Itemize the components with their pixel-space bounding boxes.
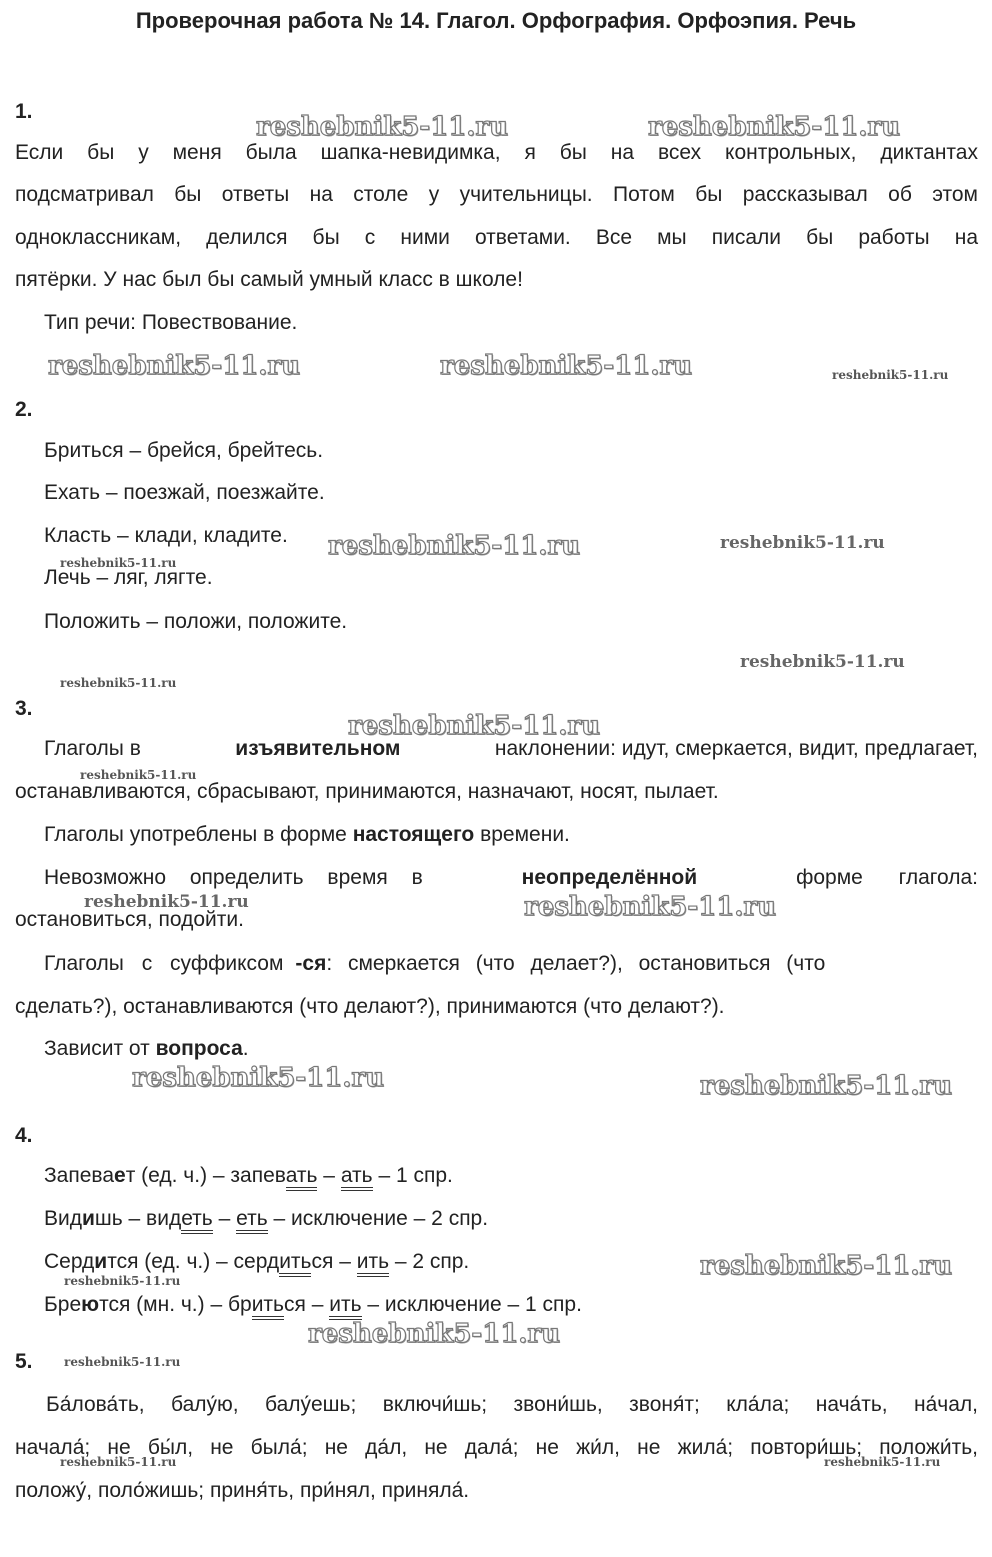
task-4-ending: и [94, 1250, 108, 1273]
task-4-text: шь – вид [94, 1207, 182, 1230]
task-1-speech-type: Тип речи: Повествование. [44, 311, 298, 334]
task-4-text: – исключение – 1 спр. [361, 1293, 582, 1316]
watermark: reshebnik5-11.ru [84, 892, 249, 912]
task-4-suffix: ить [252, 1293, 284, 1320]
task-2-line-2: Ехать – поезжай, поезжайте. [44, 481, 325, 504]
watermark: reshebnik5-11.ru [132, 1063, 385, 1093]
watermark: reshebnik5-11.ru [348, 711, 601, 741]
task-3-text: наклонении: идут, смеркается, видит, предлагает, [494, 737, 978, 760]
task-4-text: Вид [44, 1207, 82, 1230]
watermark: reshebnik5-11.ru [256, 112, 509, 142]
task-3-para-1-line-1 [44, 737, 978, 761]
task-4-text: – 1 спр. [372, 1164, 453, 1187]
task-3-text: Глаголы с суффиксом [44, 952, 284, 975]
watermark: reshebnik5-11.ru [64, 1274, 181, 1288]
task-3-para-3-line-2: остановиться, подойти. [15, 908, 244, 931]
task-4-row-4 [44, 1293, 582, 1317]
task-3-para-4-line-1 [44, 952, 978, 976]
task-4-text: тся (мн. ч.) – бр [99, 1293, 252, 1316]
task-1-number: 1. [15, 100, 33, 123]
task-5-line-3: положу́, поло́жишь; приня́ть, при́нял, приняла́. [15, 1479, 470, 1502]
task-1-line-1: Если бы у меня была шапка-невидимка, я бы на всех контрольных, диктантах [15, 141, 978, 164]
watermark: reshebnik5-11.ru [80, 768, 197, 782]
task-4-text: Запева [44, 1164, 115, 1187]
task-4-row-1 [44, 1164, 453, 1188]
watermark: reshebnik5-11.ru [524, 892, 777, 922]
task-4-suffix: ить [357, 1250, 389, 1277]
task-3-para-1-line-2: останавливаются, сбрасывают, принимаются, назначают, носят, пылает. [15, 780, 719, 803]
task-1-line-2: подсматривал бы ответы на столе у учительницы. Потом бы рассказывал об этом [15, 183, 978, 206]
task-3-bold-term: вопроса [155, 1037, 243, 1060]
task-4-suffix: ать [286, 1164, 318, 1191]
task-4-text: т (ед. ч.) – запев [125, 1164, 286, 1187]
task-1-line-3: одноклассникам, делился бы с ними ответами. Все мы писали бы работы на [15, 226, 978, 249]
task-3-text: времени. [480, 823, 570, 846]
task-1-line-4: пятёрки. У нас был бы самый умный класс в школе! [15, 268, 523, 291]
task-4-text: – исключение – 2 спр. [267, 1207, 489, 1230]
watermark: reshebnik5-11.ru [328, 531, 581, 561]
task-3-para-2 [44, 823, 570, 847]
task-3-text: форме глагола: [796, 866, 978, 889]
watermark: reshebnik5-11.ru [60, 1455, 177, 1469]
task-2-number: 2. [15, 398, 33, 421]
task-3-bold-term: настоящего [352, 823, 475, 846]
task-4-ending: е [114, 1164, 126, 1187]
task-2-line-1: Бриться – брейся, брейтесь. [44, 439, 324, 462]
watermark: reshebnik5-11.ru [824, 1455, 941, 1469]
page-title: Проверочная работа № 14. Глагол. Орфография. Орфоэпия. Речь [135, 8, 857, 33]
watermark: reshebnik5-11.ru [832, 368, 949, 382]
task-4-text: Серд [44, 1250, 95, 1273]
task-3-para-3-line-1 [44, 866, 978, 890]
task-4-number: 4. [15, 1124, 33, 1147]
task-4-text: – 2 спр. [389, 1250, 470, 1273]
task-4-ending: ю [81, 1293, 100, 1316]
task-4-suffix: ить [329, 1293, 361, 1320]
task-4-suffix: ить [279, 1250, 311, 1277]
task-3-text: Зависит от [44, 1037, 150, 1060]
watermark: reshebnik5-11.ru [700, 1071, 953, 1101]
task-4-row-2 [44, 1207, 488, 1231]
task-4-text: – [317, 1164, 341, 1187]
task-4-suffix: еть [181, 1207, 213, 1234]
watermark: reshebnik5-11.ru [720, 533, 885, 553]
task-5-line-1: Ба́лова́ть, балу́ю, балу́ешь; включи́шь; звони́шь, звоня́т; кла́ла; нача́ть, на́чал, [46, 1393, 978, 1416]
task-3-text: . [242, 1037, 249, 1060]
task-3-number: 3. [15, 697, 33, 720]
task-5-number: 5. [15, 1350, 33, 1373]
watermark: reshebnik5-11.ru [740, 652, 905, 672]
task-4-suffix: ать [341, 1164, 373, 1191]
task-3-text: Глаголы в [44, 737, 141, 760]
task-2-line-3: Класть – клади, кладите. [44, 524, 288, 547]
watermark: reshebnik5-11.ru [60, 676, 177, 690]
task-5-line-2: начала́; не бы́л, не была́; не да́л, не дала́; не жи́л, не жила́; повтори́шь; положи́ть, [15, 1436, 978, 1459]
watermark: reshebnik5-11.ru [648, 112, 901, 142]
task-4-text: ся – [283, 1293, 330, 1316]
task-3-bold-term: изъявительном [235, 737, 401, 760]
task-2-line-4: Лечь – ляг, лягте. [44, 566, 213, 589]
task-3-para-5 [44, 1037, 249, 1061]
task-3-text: : смеркается (что делает?), остановиться (что [326, 952, 826, 975]
task-3-bold-term: неопределённой [521, 866, 698, 889]
watermark: reshebnik5-11.ru [48, 351, 301, 381]
task-4-text: – [212, 1207, 237, 1230]
watermark: reshebnik5-11.ru [64, 1355, 181, 1369]
task-4-suffix: еть [236, 1207, 268, 1234]
watermark: reshebnik5-11.ru [440, 351, 693, 381]
task-4-ending: и [82, 1207, 95, 1230]
task-3-bold-term: -ся [295, 952, 327, 975]
task-2-line-5: Положить – положи, положите. [44, 610, 348, 633]
task-4-row-3 [44, 1250, 469, 1274]
task-4-text: Бре [44, 1293, 82, 1316]
task-3-text: Невозможно определить время в [44, 866, 423, 889]
watermark: reshebnik5-11.ru [700, 1251, 953, 1281]
task-4-text: ся – [311, 1250, 357, 1273]
task-3-text: Глаголы употреблены в форме [44, 823, 347, 846]
task-3-para-4-line-2: сделать?), останавливаются (что делают?), принимаются (что делают?). [15, 995, 725, 1018]
watermark: reshebnik5-11.ru [308, 1319, 561, 1349]
task-4-text: тся (ед. ч.) – серд [107, 1250, 280, 1273]
watermark: reshebnik5-11.ru [60, 556, 177, 570]
